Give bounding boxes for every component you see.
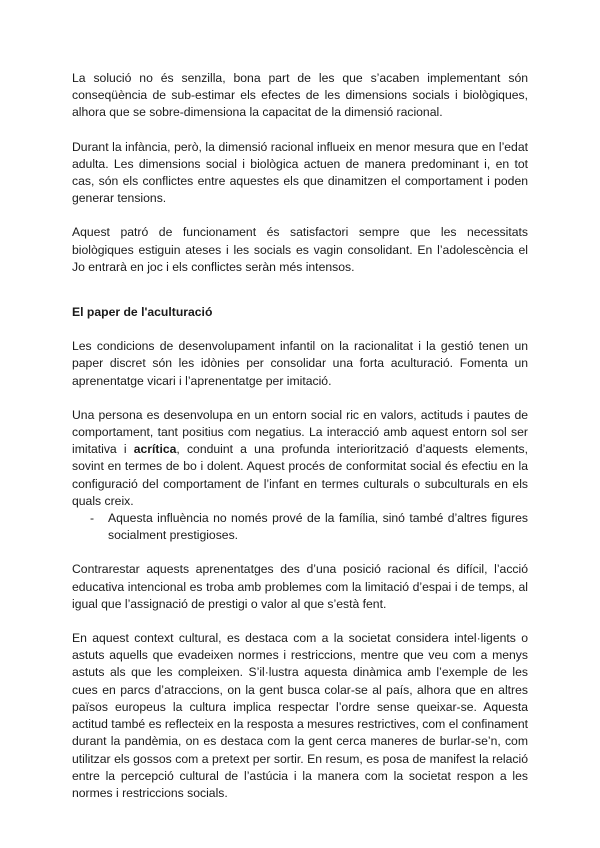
bullet-list — [72, 510, 528, 544]
list-item — [72, 510, 528, 544]
paragraph-4: Les condicions de desenvolupament infantil on la racionalitat i la gestió tenen un paper discret són les idònies per consolidar una forta aculturació. Fomenta un aprenentatge vicari i l’aprenentatge per imitació. — [72, 339, 528, 388]
paragraph-5-bold-term: acrítica — [133, 442, 177, 457]
bullet-text: Aquesta influència no només prové de la família, sinó també d’altres figures socialment prestigioses. — [108, 511, 528, 543]
paragraph-1: La solució no és senzilla, bona part de les que s’acaben implementant són conseqüència de sub-estimar els efectes de les dimensions socials i biològiques, alhora que se sobre-dimensiona la capacitat de la dimensió racional. — [72, 71, 528, 120]
paragraph-5 — [72, 407, 528, 510]
paragraph-3: Aquest patró de funcionament és satisfactori sempre que les necessitats biològiques estiguin ateses i les socials es vagin consolidant. En l’adolescència el Jo entrarà en joc i els conflictes seràn més intensos. — [72, 225, 528, 274]
section-heading: El paper de l'aculturació — [72, 305, 213, 320]
paragraph-6: Contrarestar aquests aprenentatges des d’una posició racional és difícil, l’acció educativa intencional es troba amb problemes com la limitació d’espai i de temps, al igual que l’assignació de prestigi o valor al que s’està fent. — [72, 562, 528, 611]
paragraph-7: En aquest context cultural, es destaca com a la societat considera intel·ligents o astuts aquells que evadeixen normes i restriccions, mentre que veu com a menys astuts als que les compleixen. S’il·lustra aquesta dinàmica amb l’exemple de les cues en parcs d’atraccions, on la gent busca colar-se al país, alhora que en altres països europeus la cultura implica respectar l’ordre sense queixar-se. Aquesta actitud també es reflecteix en la resposta a mesures restrictives, com el confinament durant la pandèmia, on es destaca com la gent cerca maneres de burlar-se’n, com utilitzar els gossos com a pretext per sortir. En resum, es posa de manifest la relació entre la percepció cultural de l’astúcia i la manera com la societat respon a les normes i restriccions socials. — [72, 631, 528, 800]
paragraph-2: Durant la infància, però, la dimensió racional influeix en menor mesura que en l’edat adulta. Les dimensions social i biològica actuen de manera predominant i, en tot cas, són els conflictes entre aquestes els que dinamitzen el comportament i poden generar tensions. — [72, 139, 528, 206]
document-body — [72, 70, 528, 802]
paragraph-5-start: Una persona es desenvolupa en un entorn social ric en valors, actituds i pautes de comportament, tant positius com negatius. La interacció amb aquest entorn sol ser imitativa i — [72, 407, 528, 457]
paragraph-5-end: , conduint a una profunda interiorització d’aquests elements, sovint en termes de bo i dolent. Aquest procés de conformitat social és efectiu en la configuració del comportament de l’infant en termes culturals o subculturals en els quals creix. — [72, 442, 528, 508]
bullet-marker: - — [90, 511, 95, 526]
